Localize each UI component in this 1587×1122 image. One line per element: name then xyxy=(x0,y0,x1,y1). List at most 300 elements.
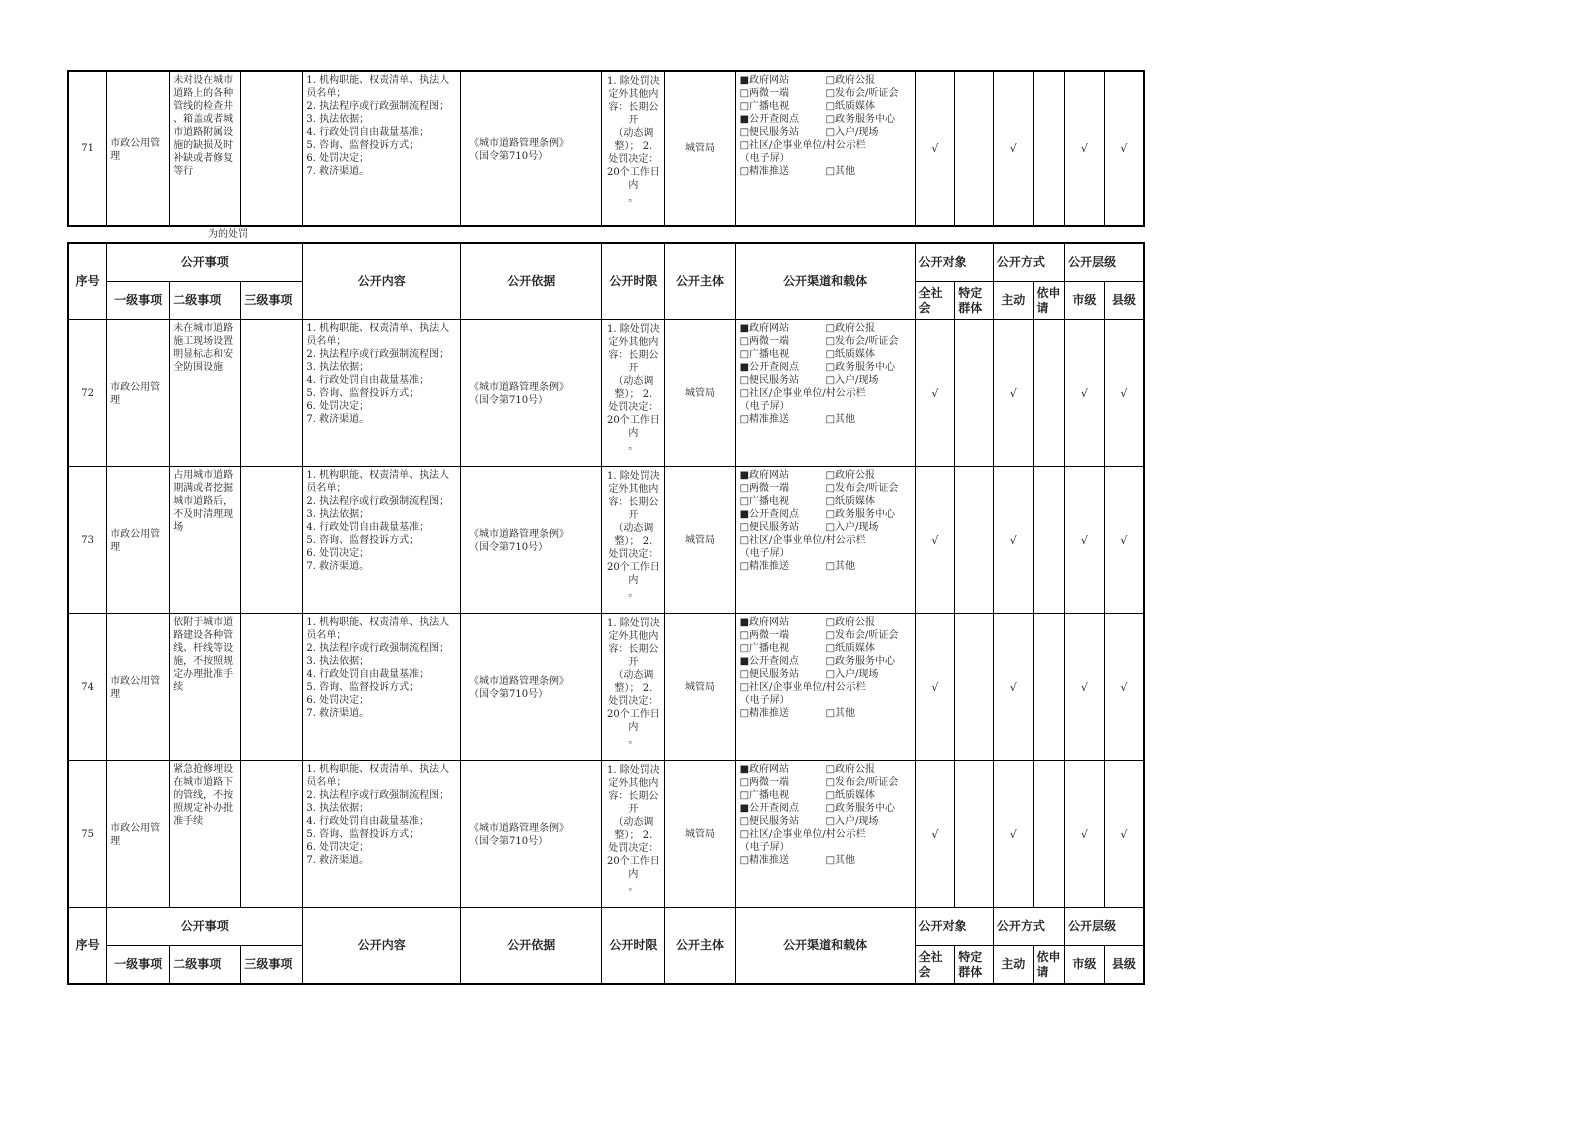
disclosure-time-limit xyxy=(602,761,665,908)
header-target: 公开对象 xyxy=(915,243,993,282)
disclosure-time-limit-line: （动态调 xyxy=(613,523,654,534)
channel-option: ■公开查阅点 xyxy=(739,509,800,520)
disclosure-content-line: 7. 救济渠道。 xyxy=(306,855,370,866)
channel-list xyxy=(736,72,915,178)
disclosure-content-line: 1. 机构职能、权责清单、执法人 xyxy=(306,470,450,481)
disclosure-subject: 城管局 xyxy=(665,467,735,614)
disclosure-basis xyxy=(461,71,602,226)
channel-option: □纸质媒体 xyxy=(825,496,876,507)
header-level1: 一级事项 xyxy=(107,946,170,985)
level2-item xyxy=(170,761,241,908)
disclosure-basis-line: 《城市道路管理条例》 xyxy=(469,676,570,687)
row-number: 71 xyxy=(68,71,107,226)
disclosure-time-limit-line: 。 xyxy=(628,735,639,746)
disclosure-basis-line: 《城市道路管理条例》 xyxy=(469,823,570,834)
level2-item-line: 依附于城市道 xyxy=(173,617,234,628)
mark-city: √ xyxy=(1065,71,1105,226)
disclosure-content-line: 7. 救济渠道。 xyxy=(306,166,370,177)
channel-option: □其他 xyxy=(825,561,856,572)
disclosure-content-line: 员名单； xyxy=(306,88,347,99)
disclosure-content-line: 2. 执法程序或行政强制流程图； xyxy=(306,101,450,112)
disclosure-time-limit xyxy=(602,614,665,761)
channel-option: □政务服务中心 xyxy=(825,362,896,373)
disclosure-content-line: 1. 机构职能、权责清单、执法人 xyxy=(306,323,450,334)
level1-item: 市政公用管理 xyxy=(107,71,170,226)
channel-option: □政务服务中心 xyxy=(825,509,896,520)
disclosure-time-limit-line: （动态调 xyxy=(613,376,654,387)
level3-item xyxy=(241,614,303,761)
level2-item-line: 的管线，不按 xyxy=(173,790,234,801)
channels-cell xyxy=(735,71,915,226)
level2-item-line: 市道路附属设 xyxy=(173,127,234,138)
disclosure-time-limit xyxy=(602,467,665,614)
mark-on-request xyxy=(1033,467,1065,614)
header-content: 公开内容 xyxy=(303,908,461,985)
disclosure-time-limit-line: 容：长期公 xyxy=(608,497,659,508)
disclosure-time-limit-line: 定外其他内 xyxy=(608,631,659,642)
disclosure-time-limit-line: 定外其他内 xyxy=(608,778,659,789)
header-method: 公开方式 xyxy=(993,243,1064,282)
header-city: 市级 xyxy=(1065,282,1105,320)
disclosure-subject: 城管局 xyxy=(665,761,735,908)
disclosure-content-line: 2. 执法程序或行政强制流程图； xyxy=(306,496,450,507)
level2-item-line: 等行 xyxy=(173,166,194,177)
disclosure-time-limit-line: 。 xyxy=(628,193,639,204)
channel-option: □入户/现场 xyxy=(825,816,879,827)
mark-all-society: √ xyxy=(915,614,955,761)
mark-specific-group xyxy=(955,71,994,226)
disclosure-time-limit-line: （动态调 xyxy=(613,817,654,828)
channel-option: □其他 xyxy=(825,855,856,866)
disclosure-content-line: 员名单； xyxy=(306,483,347,494)
row-number: 74 xyxy=(68,614,107,761)
level2-item-line: 城市道路后， xyxy=(173,496,234,507)
channel-option: □纸质媒体 xyxy=(825,790,876,801)
channel-option: □广播电视 xyxy=(739,790,790,801)
channel-option: □其他 xyxy=(825,414,856,425)
disclosure-time-limit-line: 处罚决定： xyxy=(608,696,659,707)
table-row xyxy=(68,71,1144,226)
channel-option: □精准推送 xyxy=(739,561,790,572)
disclosure-subject: 城管局 xyxy=(665,320,735,467)
channel-option: □社区/企事业单位/村公示栏 xyxy=(739,140,866,151)
row-number: 73 xyxy=(68,467,107,614)
disclosure-content-line: 5. 咨询、监督投诉方式； xyxy=(306,682,420,693)
channel-option: □广播电视 xyxy=(739,349,790,360)
row-number: 75 xyxy=(68,761,107,908)
mark-on-request xyxy=(1033,71,1065,226)
channel-option: □入户/现场 xyxy=(825,375,879,386)
channel-option: □发布会/听证会 xyxy=(825,336,899,347)
level2-item-line: 施，不按照规 xyxy=(173,656,234,667)
channel-option: □政务服务中心 xyxy=(825,656,896,667)
header-target: 公开对象 xyxy=(915,908,993,946)
header-level1: 一级事项 xyxy=(107,282,170,320)
channels-cell xyxy=(735,761,915,908)
level2-item-line: 不及时清理现 xyxy=(173,509,234,520)
mark-active: √ xyxy=(993,761,1033,908)
level3-item xyxy=(241,71,303,226)
disclosure-content-line: 1. 机构职能、权责清单、执法人 xyxy=(306,617,450,628)
header-specific-group: 特定群体 xyxy=(955,282,994,320)
header-all-society: 全社会 xyxy=(915,946,955,985)
disclosure-time-limit-line: 整）； 2. xyxy=(614,389,653,400)
channel-list xyxy=(736,320,915,426)
disclosure-subject: 城管局 xyxy=(665,614,735,761)
channel-option: □精准推送 xyxy=(739,708,790,719)
disclosure-content-line: 4. 行政处罚自由裁量基准； xyxy=(306,816,430,827)
channel-option: □两微一端 xyxy=(739,630,790,641)
disclosure-table xyxy=(67,242,1145,985)
channel-option: □便民服务站 xyxy=(739,522,800,533)
level2-item-line: 定办理批准手 xyxy=(173,669,234,680)
header-time: 公开时限 xyxy=(602,908,665,985)
disclosure-time-limit-line: 1. 除处罚决 xyxy=(607,618,660,629)
level2-item-line: 线、杆线等设 xyxy=(173,643,234,654)
disclosure-time-limit-line: 内 xyxy=(628,869,639,880)
level2-item-line: 管线的检查井 xyxy=(173,101,234,112)
level1-item: 市政公用管理 xyxy=(107,761,170,908)
level2-item-line: 道路上的各种 xyxy=(173,88,234,99)
disclosure-content-line: 1. 机构职能、权责清单、执法人 xyxy=(306,75,450,86)
top-record-table xyxy=(67,70,1145,227)
mark-on-request xyxy=(1033,614,1065,761)
disclosure-time-limit-line: 1. 除处罚决 xyxy=(607,324,660,335)
row-number: 72 xyxy=(68,320,107,467)
disclosure-time-limit-line: 整）； 2. xyxy=(614,683,653,694)
header-time: 公开时限 xyxy=(602,243,665,320)
header-channels: 公开渠道和载体 xyxy=(735,908,915,985)
channel-option: □两微一端 xyxy=(739,483,790,494)
disclosure-basis-line: （国令第710号） xyxy=(469,836,549,847)
disclosure-time-limit-line: 开 xyxy=(628,657,639,668)
header-level3: 三级事项 xyxy=(241,282,303,320)
channel-option: □精准推送 xyxy=(739,166,790,177)
disclosure-basis-line: （国令第710号） xyxy=(469,689,549,700)
channel-option: ■政府网站 xyxy=(739,75,790,86)
level2-item xyxy=(170,71,241,226)
disclosure-time-limit-line: 开 xyxy=(628,363,639,374)
mark-county: √ xyxy=(1104,467,1144,614)
disclosure-time-limit-line: 开 xyxy=(628,115,639,126)
disclosure-time-limit-line: 容：长期公 xyxy=(608,644,659,655)
disclosure-content-line: 1. 机构职能、权责清单、执法人 xyxy=(306,764,450,775)
mark-specific-group xyxy=(955,320,994,467)
disclosure-content-line: 3. 执法依据； xyxy=(306,656,370,667)
mark-all-society: √ xyxy=(915,320,955,467)
disclosure-content-line: 4. 行政处罚自由裁量基准； xyxy=(306,375,430,386)
carryover-note: 为的处罚 xyxy=(208,229,248,240)
channel-option: （电子屏） xyxy=(739,695,790,706)
channel-option: □入户/现场 xyxy=(825,127,879,138)
header-active: 主动 xyxy=(993,946,1033,985)
disclosure-content-line: 7. 救济渠道。 xyxy=(306,414,370,425)
disclosure-time-limit-line: 处罚决定： xyxy=(608,154,659,165)
disclosure-time-limit-line: 定外其他内 xyxy=(608,484,659,495)
disclosure-content-line: 7. 救济渠道。 xyxy=(306,708,370,719)
disclosure-time-limit-line: （动态调 xyxy=(613,670,654,681)
disclosure-content-line: 6. 处罚决定； xyxy=(306,153,370,164)
mark-all-society: √ xyxy=(915,761,955,908)
mark-on-request xyxy=(1033,761,1065,908)
level3-item xyxy=(241,761,303,908)
disclosure-basis xyxy=(461,761,602,908)
channel-option: □广播电视 xyxy=(739,496,790,507)
level2-item-line: 施工现场设置 xyxy=(173,336,234,347)
channel-option: □纸质媒体 xyxy=(825,643,876,654)
disclosure-time-limit-line: 20个工作日 xyxy=(607,167,660,178)
channel-option: □政府公报 xyxy=(825,617,876,628)
mark-county: √ xyxy=(1104,614,1144,761)
level2-item-line: 场 xyxy=(173,522,184,533)
channel-option: □便民服务站 xyxy=(739,669,800,680)
mark-city: √ xyxy=(1065,761,1105,908)
channel-option: □纸质媒体 xyxy=(825,349,876,360)
level2-item-line: 照规定补办批 xyxy=(173,803,234,814)
header-subject: 公开主体 xyxy=(665,243,735,320)
header-no: 序号 xyxy=(68,908,107,985)
header-level2: 二级事项 xyxy=(170,282,241,320)
channel-option: □政务服务中心 xyxy=(825,114,896,125)
table-row xyxy=(68,320,1144,467)
disclosure-content-line: 4. 行政处罚自由裁量基准； xyxy=(306,127,430,138)
channel-option: □发布会/听证会 xyxy=(825,483,899,494)
disclosure-content-line: 员名单； xyxy=(306,336,347,347)
disclosure-time-limit-line: 内 xyxy=(628,575,639,586)
disclosure-time-limit-line: 内 xyxy=(628,428,639,439)
disclosure-time-limit xyxy=(602,320,665,467)
channel-option: □两微一端 xyxy=(739,336,790,347)
disclosure-content-line: 5. 咨询、监督投诉方式； xyxy=(306,535,420,546)
disclosure-basis xyxy=(461,320,602,467)
mark-on-request xyxy=(1033,320,1065,467)
channel-option: ■政府网站 xyxy=(739,764,790,775)
disclosure-time-limit-line: 开 xyxy=(628,804,639,815)
disclosure-content-line: 2. 执法程序或行政强制流程图； xyxy=(306,643,450,654)
channel-option: （电子屏） xyxy=(739,548,790,559)
disclosure-time-limit xyxy=(602,71,665,226)
channel-option: ■政府网站 xyxy=(739,323,790,334)
disclosure-content-line: 3. 执法依据； xyxy=(306,362,370,373)
disclosure-time-limit-line: 20个工作日 xyxy=(607,562,660,573)
disclosure-time-limit-line: 1. 除处罚决 xyxy=(607,471,660,482)
disclosure-basis xyxy=(461,467,602,614)
level3-item xyxy=(241,467,303,614)
level3-item xyxy=(241,320,303,467)
disclosure-time-limit-line: 处罚决定： xyxy=(608,843,659,854)
disclosure-content-line: 5. 咨询、监督投诉方式； xyxy=(306,140,420,151)
disclosure-time-limit-line: 开 xyxy=(628,510,639,521)
mark-active: √ xyxy=(993,320,1033,467)
channel-option: □便民服务站 xyxy=(739,816,800,827)
disclosure-time-limit-line: 容：长期公 xyxy=(608,102,659,113)
mark-county: √ xyxy=(1104,320,1144,467)
level2-item-line: 准手续 xyxy=(173,816,204,827)
channel-option: □政务服务中心 xyxy=(825,803,896,814)
disclosure-content xyxy=(303,761,461,908)
disclosure-time-limit-line: 处罚决定： xyxy=(608,549,659,560)
disclosure-time-limit-line: （动态调 xyxy=(613,128,654,139)
mark-all-society: √ xyxy=(915,71,955,226)
channel-option: □政府公报 xyxy=(825,323,876,334)
header-level: 公开层级 xyxy=(1065,908,1144,946)
disclosure-subject: 城管局 xyxy=(665,71,735,226)
mark-county: √ xyxy=(1104,761,1144,908)
channels-cell xyxy=(735,467,915,614)
disclosure-content-line: 6. 处罚决定； xyxy=(306,842,370,853)
channel-option: （电子屏） xyxy=(739,401,790,412)
disclosure-content-line: 4. 行政处罚自由裁量基准； xyxy=(306,522,430,533)
header-no: 序号 xyxy=(68,243,107,320)
header-active: 主动 xyxy=(993,282,1033,320)
disclosure-content-line: 3. 执法依据； xyxy=(306,114,370,125)
disclosure-basis-line: 《城市道路管理条例》 xyxy=(469,137,570,149)
disclosure-time-limit-line: 内 xyxy=(628,722,639,733)
disclosure-basis xyxy=(461,614,602,761)
channel-option: □其他 xyxy=(825,708,856,719)
disclosure-time-limit-line: 1. 除处罚决 xyxy=(607,765,660,776)
channel-list xyxy=(736,614,915,720)
level2-item-line: 路建设各种管 xyxy=(173,630,234,641)
disclosure-content-line: 3. 执法依据； xyxy=(306,509,370,520)
header-channels: 公开渠道和载体 xyxy=(735,243,915,320)
level2-item-line: 、箱盖或者城 xyxy=(173,114,234,125)
channels-cell xyxy=(735,614,915,761)
level2-item xyxy=(170,320,241,467)
disclosure-basis-line: （国令第710号） xyxy=(469,395,549,406)
channel-option: □精准推送 xyxy=(739,414,790,425)
disclosure-content-line: 3. 执法依据； xyxy=(306,803,370,814)
disclosure-time-limit-line: 。 xyxy=(628,588,639,599)
channel-option: □社区/企事业单位/村公示栏 xyxy=(739,829,866,840)
channel-option: □政府公报 xyxy=(825,75,876,86)
channel-option: □入户/现场 xyxy=(825,522,879,533)
disclosure-time-limit-line: 定外其他内 xyxy=(608,89,659,100)
level2-item-line: 期满或者挖掘 xyxy=(173,483,234,494)
header-method: 公开方式 xyxy=(993,908,1064,946)
channel-option: □社区/企事业单位/村公示栏 xyxy=(739,535,866,546)
disclosure-time-limit-line: 20个工作日 xyxy=(607,415,660,426)
disclosure-content xyxy=(303,467,461,614)
disclosure-content-line: 2. 执法程序或行政强制流程图； xyxy=(306,790,450,801)
header-level: 公开层级 xyxy=(1065,243,1144,282)
level2-item-line: 续 xyxy=(173,682,184,693)
disclosure-time-limit-line: 1. 除处罚决 xyxy=(607,76,660,87)
disclosure-time-limit-line: 定外其他内 xyxy=(608,337,659,348)
mark-active: √ xyxy=(993,467,1033,614)
disclosure-content-line: 2. 执法程序或行政强制流程图； xyxy=(306,349,450,360)
header-row xyxy=(68,908,1144,946)
disclosure-content-line: 7. 救济渠道。 xyxy=(306,561,370,572)
level2-item xyxy=(170,467,241,614)
channel-option: ■政府网站 xyxy=(739,617,790,628)
mark-city: √ xyxy=(1065,614,1105,761)
level2-item-line: 在城市道路下 xyxy=(173,777,234,788)
disclosure-basis-line: 《城市道路管理条例》 xyxy=(469,529,570,540)
mark-active: √ xyxy=(993,614,1033,761)
disclosure-basis-line: 《城市道路管理条例》 xyxy=(469,382,570,393)
level2-item-line: 全防围设施 xyxy=(173,362,224,373)
level2-item-line: 未在城市道路 xyxy=(173,323,234,334)
channel-option: □政府公报 xyxy=(825,470,876,481)
disclosure-content xyxy=(303,614,461,761)
disclosure-content-line: 6. 处罚决定； xyxy=(306,401,370,412)
channel-option: □精准推送 xyxy=(739,855,790,866)
channel-option: □广播电视 xyxy=(739,643,790,654)
level2-item-line: 紧急抢修埋设 xyxy=(173,764,234,775)
channel-option: ■政府网站 xyxy=(739,470,790,481)
channel-option: （电子屏） xyxy=(739,153,790,164)
header-level3: 三级事项 xyxy=(241,946,303,985)
channel-option: □政府公报 xyxy=(825,764,876,775)
channels-cell xyxy=(735,320,915,467)
header-basis: 公开依据 xyxy=(461,243,602,320)
channel-option: □社区/企事业单位/村公示栏 xyxy=(739,388,866,399)
disclosure-basis-line: （国令第710号） xyxy=(469,150,549,162)
channel-option: □两微一端 xyxy=(739,88,790,99)
disclosure-time-limit-line: 20个工作日 xyxy=(607,856,660,867)
channel-option: ■公开查阅点 xyxy=(739,362,800,373)
mark-specific-group xyxy=(955,614,994,761)
channel-option: （电子屏） xyxy=(739,842,790,853)
header-on-request: 依申请 xyxy=(1033,282,1065,320)
header-county: 县级 xyxy=(1104,946,1144,985)
disclosure-content-line: 员名单； xyxy=(306,630,347,641)
disclosure-time-limit-line: 整）； 2. xyxy=(614,536,653,547)
channel-option: □纸质媒体 xyxy=(825,101,876,112)
level2-item xyxy=(170,614,241,761)
disclosure-content-line: 6. 处罚决定； xyxy=(306,695,370,706)
table-row xyxy=(68,467,1144,614)
disclosure-content xyxy=(303,320,461,467)
mark-specific-group xyxy=(955,467,994,614)
channel-option: □发布会/听证会 xyxy=(825,88,899,99)
disclosure-time-limit-line: 整）； 2. xyxy=(614,830,653,841)
header-row xyxy=(68,243,1144,282)
channel-option: □广播电视 xyxy=(739,101,790,112)
level1-item: 市政公用管理 xyxy=(107,467,170,614)
channel-list xyxy=(736,467,915,573)
header-on-request: 依申请 xyxy=(1033,946,1065,985)
channel-option: □其他 xyxy=(825,166,856,177)
disclosure-content-line: 5. 咨询、监督投诉方式； xyxy=(306,388,420,399)
mark-city: √ xyxy=(1065,467,1105,614)
header-all-society: 全社会 xyxy=(915,282,955,320)
channel-option: ■公开查阅点 xyxy=(739,803,800,814)
header-county: 县级 xyxy=(1104,282,1144,320)
level2-item-line: 占用城市道路 xyxy=(173,470,234,481)
disclosure-content xyxy=(303,71,461,226)
level2-item-line: 明显标志和安 xyxy=(173,349,234,360)
level2-item-line: 未对设在城市 xyxy=(173,75,234,86)
disclosure-content-line: 6. 处罚决定； xyxy=(306,548,370,559)
disclosure-time-limit-line: 容：长期公 xyxy=(608,791,659,802)
channel-option: □社区/企事业单位/村公示栏 xyxy=(739,682,866,693)
level2-item-line: 补缺或者修复 xyxy=(173,153,234,164)
disclosure-time-limit-line: 内 xyxy=(628,180,639,191)
header-city: 市级 xyxy=(1065,946,1105,985)
channel-option: □入户/现场 xyxy=(825,669,879,680)
header-items: 公开事项 xyxy=(107,243,303,282)
mark-county: √ xyxy=(1104,71,1144,226)
level1-item: 市政公用管理 xyxy=(107,320,170,467)
channel-option: ■公开查阅点 xyxy=(739,656,800,667)
header-basis: 公开依据 xyxy=(461,908,602,985)
channel-option: □便民服务站 xyxy=(739,375,800,386)
channel-option: □便民服务站 xyxy=(739,127,800,138)
disclosure-time-limit-line: 20个工作日 xyxy=(607,709,660,720)
mark-specific-group xyxy=(955,761,994,908)
